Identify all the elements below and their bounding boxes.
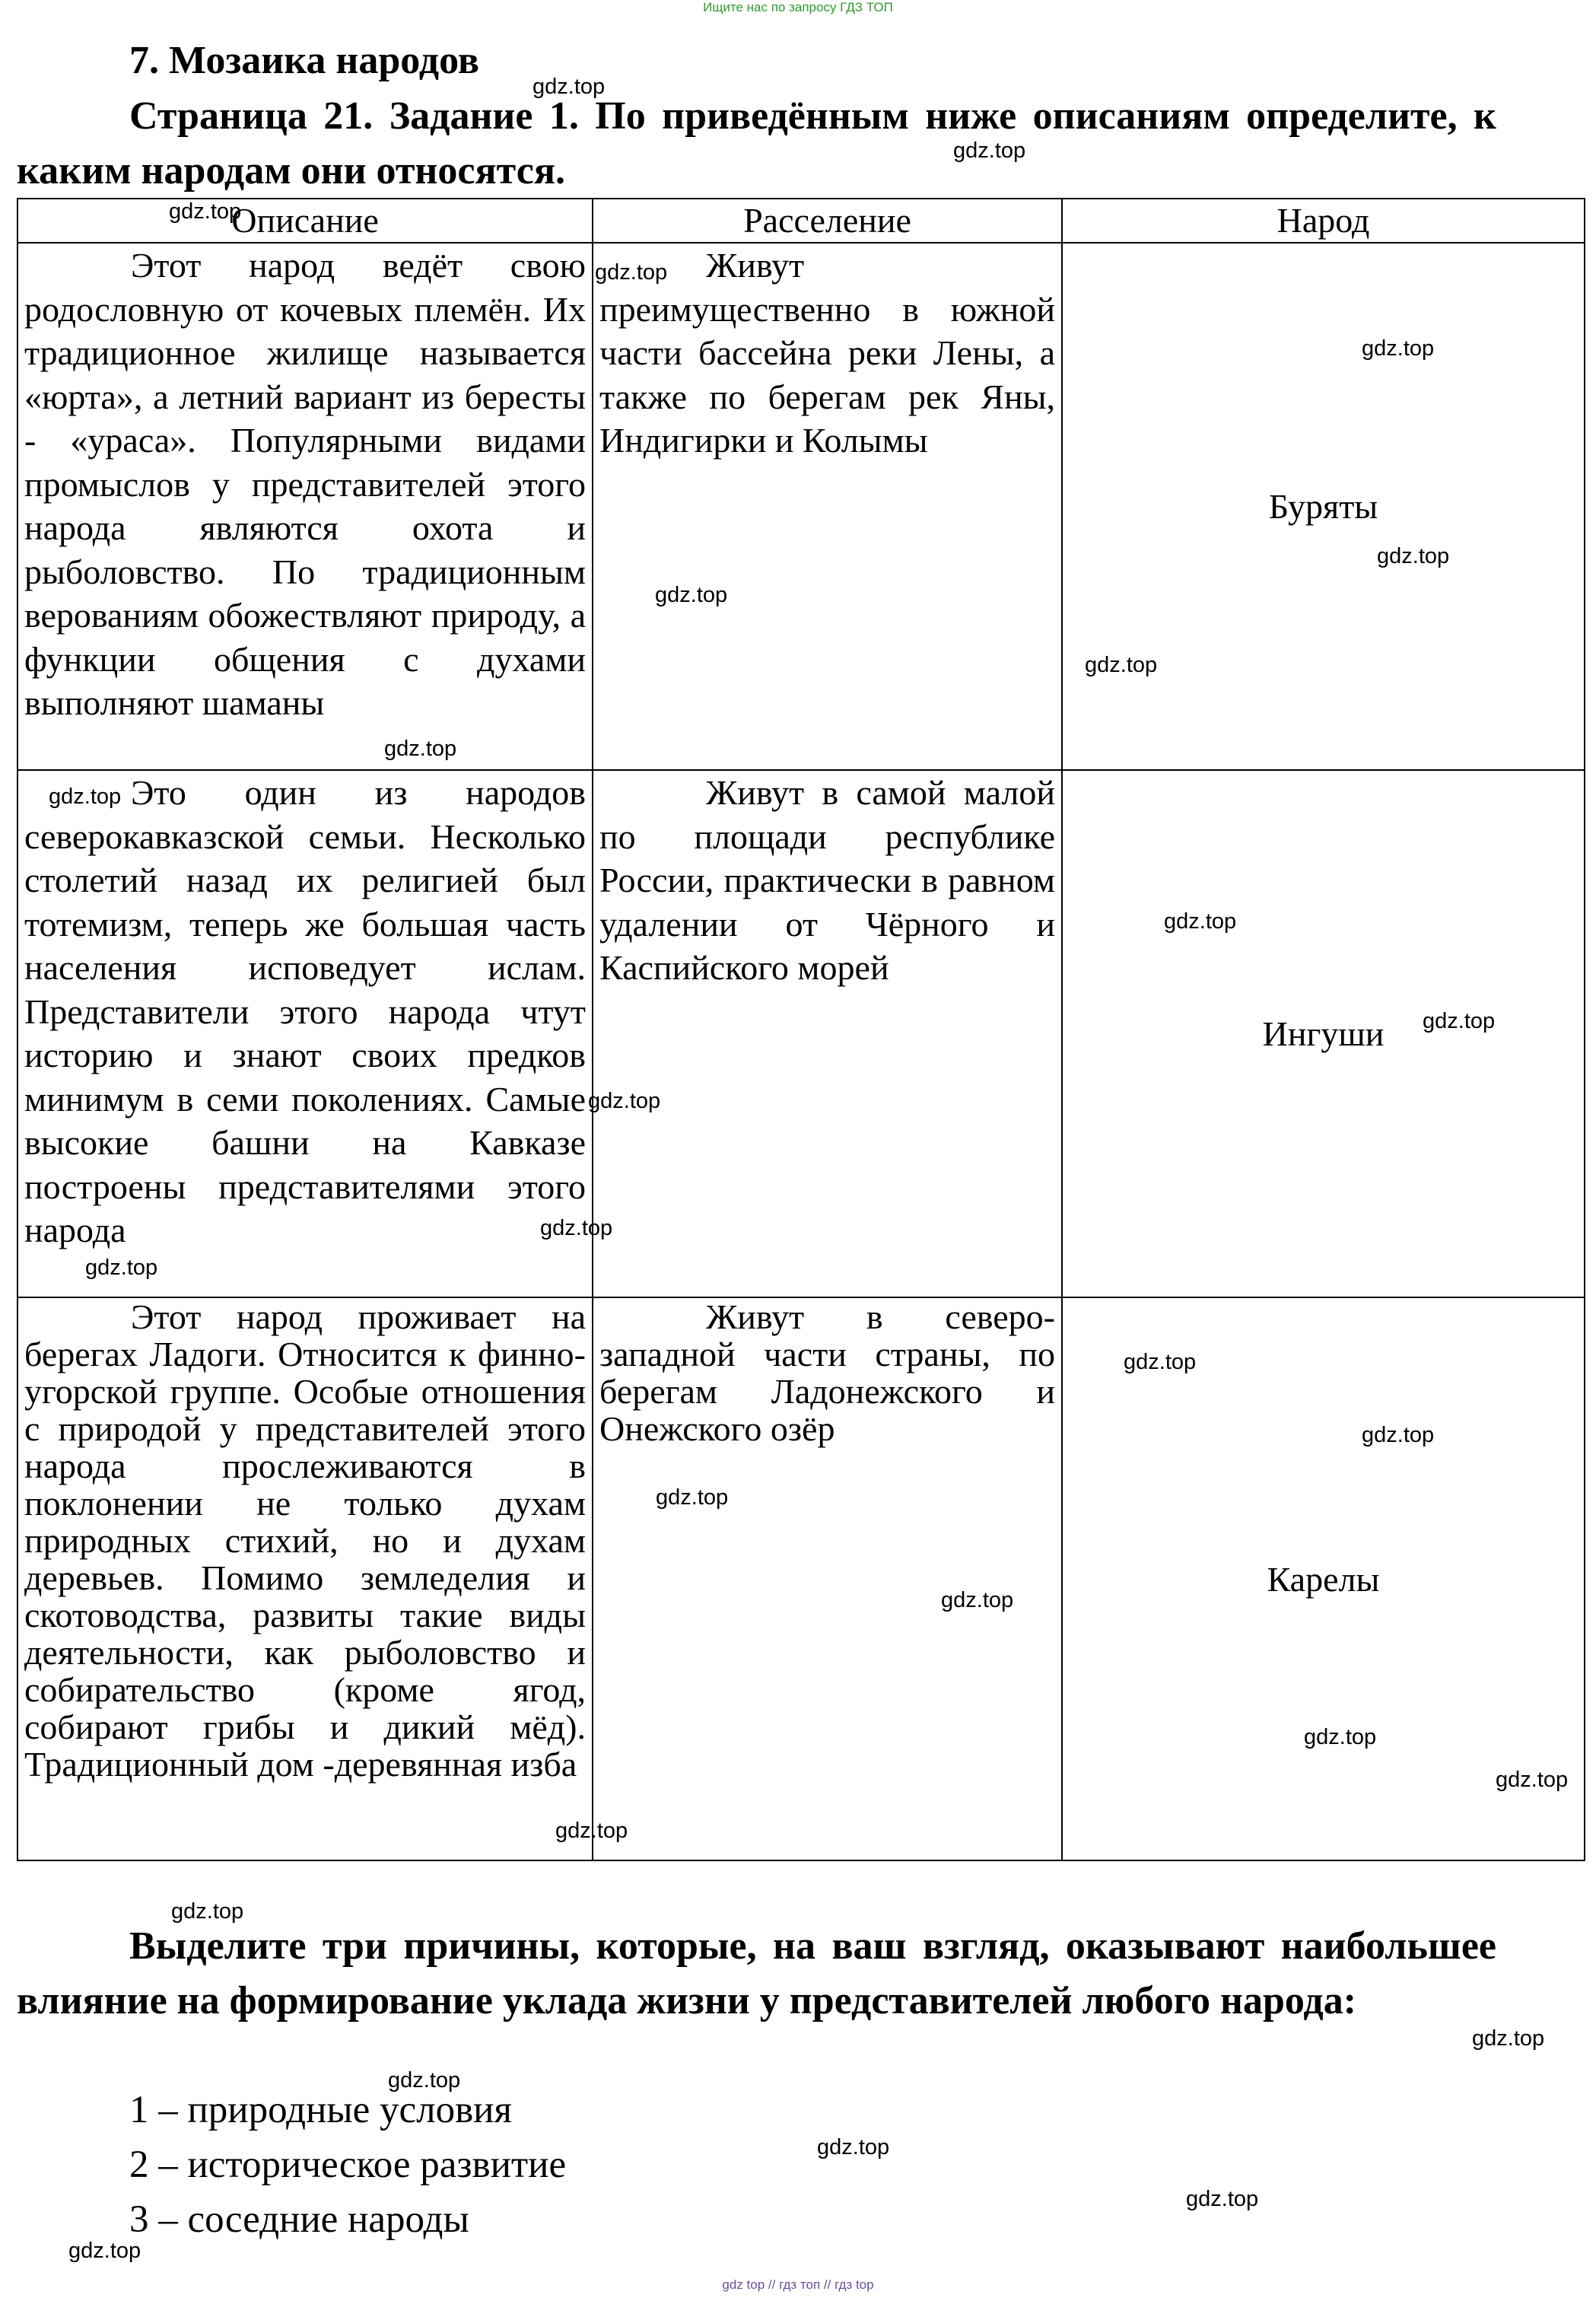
answer-item: 1 – природные условия <box>129 2089 512 2131</box>
watermark: gdz.top <box>68 2239 141 2263</box>
watermark: gdz.top <box>1186 2187 1259 2211</box>
table-row <box>17 243 1585 770</box>
watermark: gdz.top <box>655 583 728 607</box>
watermark: gdz.top <box>941 1588 1014 1612</box>
section-title: 7. Мозаика народов <box>129 39 479 82</box>
watermark: gdz.top <box>1362 336 1435 361</box>
watermark: gdz.top <box>1472 2026 1545 2051</box>
watermark: gdz.top <box>388 2068 461 2093</box>
watermark: gdz.top <box>384 737 457 761</box>
bottom-banner: gdz top // гдз топ // гдз top <box>722 2277 874 2292</box>
header-description: Описание <box>17 199 593 243</box>
watermark: gdz.top <box>555 1819 628 1843</box>
header-people: Народ <box>1062 199 1585 243</box>
table-row <box>17 770 1585 1297</box>
watermark: gdz.top <box>1164 909 1237 934</box>
watermark: gdz.top <box>169 199 242 224</box>
watermark: gdz.top <box>85 1256 158 1280</box>
row-settlement: Живут в северо-западной части страны, по берегам Ладонежского и Онежского озёр <box>593 1297 1062 1860</box>
header-settlement: Расселение <box>593 199 1062 243</box>
watermark: gdz.top <box>1085 653 1158 677</box>
watermark: gdz.top <box>540 1216 613 1240</box>
row-settlement: Живут преимущественно в южной части бассейна реки Лены, а также по берегам рек Яны, Индигирки и Колымы <box>593 243 1062 770</box>
answer-item: 3 – соседние народы <box>129 2198 469 2241</box>
row-people: Буряты <box>1062 243 1585 770</box>
watermark: gdz.top <box>1496 1768 1569 1792</box>
watermark: gdz.top <box>1362 1423 1435 1447</box>
top-banner: Ищите нас по запросу ГДЗ ТОП <box>703 0 893 14</box>
task-1-text: Страница 21. Задание 1. По приведённым ниже описаниям определите, к каким народам они относятся. <box>17 94 1496 193</box>
watermark: gdz.top <box>1304 1725 1377 1749</box>
row-description: Это один из народов северокавказской семьи. Несколько столетий назад их религией был тотемизм, теперь же большая часть населения исповедует ислам. Представители этого народа чтут историю и знают своих предков минимум в семи поколениях. Самые высокие башни на Кавказе построены представителями этого народа <box>17 770 593 1297</box>
watermark: gdz.top <box>656 1485 729 1510</box>
row-description: Этот народ проживает на берегах Ладоги. Относится к финно-угорской группе. Особые отношения с природой у представителей этого народа прослеживаются в поклонении не только духам природных стихий, но и духам деревьев. Помимо земледелия и скотоводства, развиты такие виды деятельности, как рыболовство и собирательство (кроме ягод, собирают грибы и дикий мёд). Традиционный дом -деревянная изба <box>17 1297 593 1860</box>
watermark: gdz.top <box>533 75 606 99</box>
row-people: Ингуши <box>1062 770 1585 1297</box>
row-people: Карелы <box>1062 1297 1585 1860</box>
watermark: gdz.top <box>171 1899 244 1924</box>
watermark: gdz.top <box>1377 544 1450 568</box>
watermark: gdz.top <box>1423 1009 1496 1033</box>
watermark: gdz.top <box>588 1089 661 1113</box>
row-settlement: Живут в самой малой по площади республике России, практически в равном удалении от Чёрного и Каспийского морей <box>593 770 1062 1297</box>
answer-item: 2 – историческое развитие <box>129 2143 567 2186</box>
watermark: gdz.top <box>595 260 668 285</box>
watermark: gdz.top <box>1124 1350 1197 1374</box>
table-header-row <box>17 199 1585 243</box>
watermark: gdz.top <box>953 138 1026 163</box>
watermark: gdz.top <box>49 785 122 809</box>
peoples-table <box>17 198 1585 1861</box>
task-2-text: Выделите три причины, которые, на ваш взгляд, оказывают наибольшее влияние на формирование уклада жизни у представителей любого народа: <box>17 1924 1496 2023</box>
table-row <box>17 1297 1585 1860</box>
watermark: gdz.top <box>817 2135 890 2159</box>
row-description: Этот народ ведёт свою родословную от кочевых племён. Их традиционное жилище называется «юрта», а летний вариант из бересты - «ураса». Популярными видами промыслов у представителей этого народа являются охота и рыболовство. По традиционным верованиям обожествляют природу, а функции общения с духами выполняют шаманы <box>17 243 593 770</box>
